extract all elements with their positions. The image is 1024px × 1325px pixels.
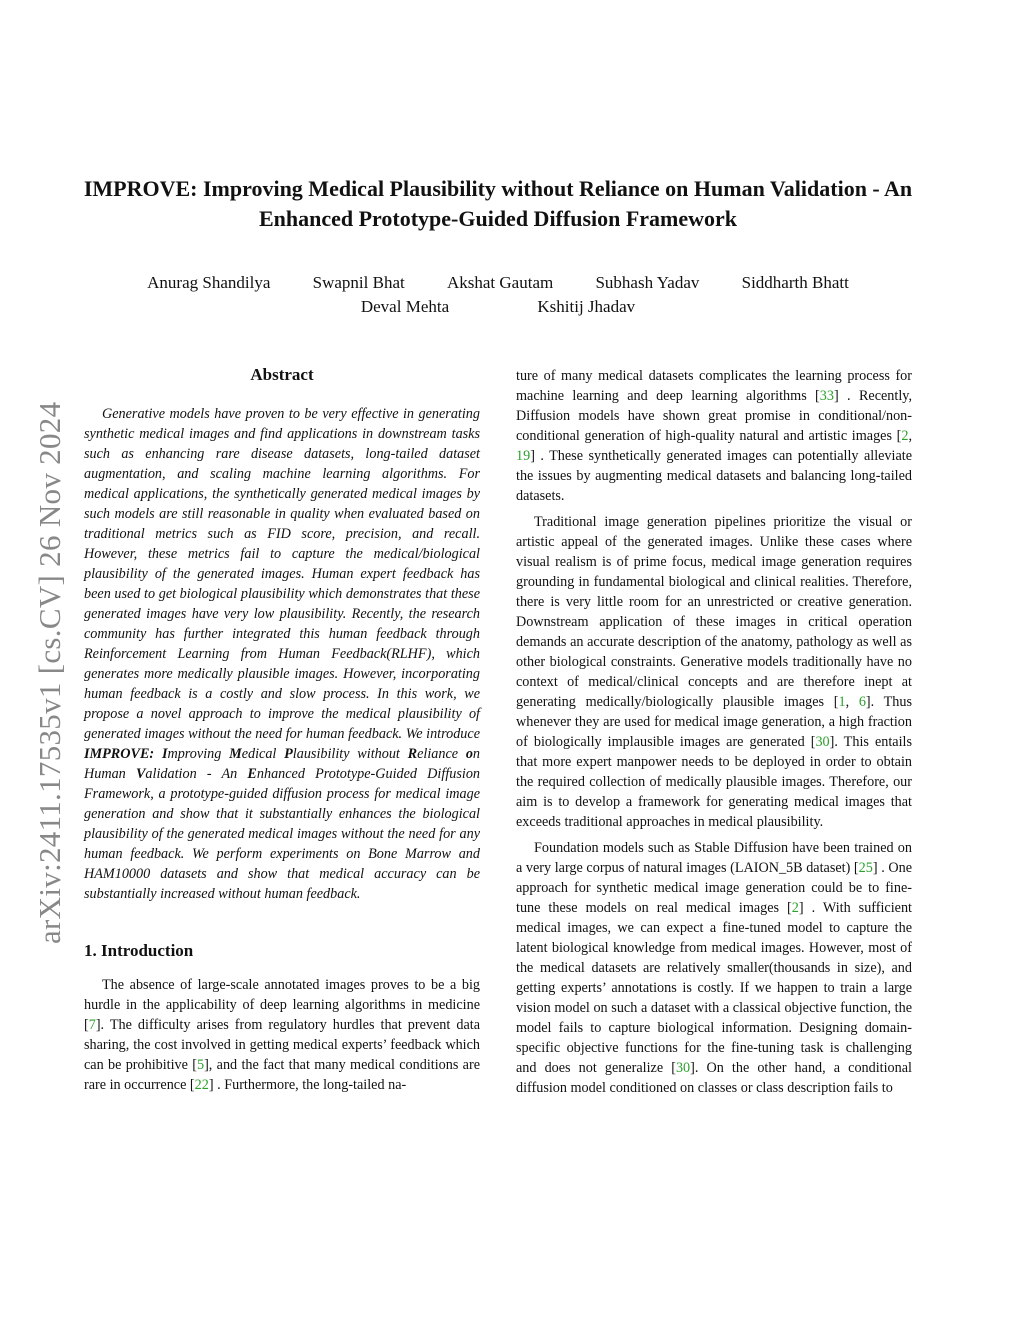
acronym-letter: I <box>161 746 168 762</box>
citation-link[interactable]: 22 <box>194 1077 209 1093</box>
citation-link[interactable]: 25 <box>858 860 873 876</box>
arxiv-stamp: arXiv:2411.17535v1 [cs.CV] 26 Nov 2024 <box>32 401 67 944</box>
citation-link[interactable]: 1 <box>838 694 846 710</box>
acronym-text: n Human <box>84 746 480 782</box>
right-paragraph-1: ture of many medical datasets complicates the learning process for machine learning and deep learning algorithms [33] . Recently, Diffusion models have shown great promise in conditional/non-conditional generation of high-quality natural and artistic images [2, 19] . These synthetically generated images can potentially alleviate the issues by augmenting medical datasets and balancing long-tailed datasets. <box>516 368 913 504</box>
paper-title: IMPROVE: Improving Medical Plausibility without Reliance on Human Validation - An Enhanced Prototype-Guided Diffusion Framework <box>83 176 913 231</box>
acronym-letter: E <box>247 766 257 782</box>
author-name: Swapnil Bhat <box>312 273 405 292</box>
citation-link[interactable]: 6 <box>858 694 866 710</box>
citation-link[interactable]: 2 <box>901 428 909 444</box>
acronym-letter: M <box>229 746 242 762</box>
author-name: Subhash Yadav <box>595 273 700 292</box>
citation-link[interactable]: 30 <box>815 734 830 750</box>
introduction-heading: 1. Introduction <box>84 941 194 960</box>
acronym-letter: o <box>465 746 473 762</box>
right-paragraph-3 <box>516 838 912 1098</box>
body-text: ]. On the other hand, a conditional diffusion model conditioned on classes or class description fails to <box>516 1060 912 1096</box>
body-text: ] . With sufficient medical images, we can expect a fine-tuned model to capture the latent biological knowledge from medical images. However, most of the medical datasets are relatively smaller(thousands in size), and getting experts’ annotations is costly. If we happen to train a large vision model on such a dataset with a classical objective function, the model fails to capture biological information. Designing domain-specific objective functions for the fine-tuning task is challenging and does not generalize [ <box>516 900 912 1076</box>
abstract-text-part-1: Generative models have proven to be very effective in generating synthetic medical images and find applications in downstream tasks such as enhancing rare disease datasets, long-tailed dataset augmentation, and scaling machine learning algorithms. For medical applications, the synthetically generated medical images by such models are still reasonable in quality when evaluated based on traditional metrics such as FID score, precision, and recall. However, these metrics fail to capture the medical/biological plausibility of the generated images. Human expert feedback has been used to get biological plausibility which demonstrates that these generated images have very low plausibility. Recently, the research community has further integrated this human feedback through Reinforcement Learning from Human Feedback(RLHF), which generates more medically plausible images. However, incorporating human feedback is a costly and slow process. In this work, we propose a novel approach to improve the medical plausibility of generated images without the need for human feedback. We introduce <box>84 406 480 742</box>
author-name: Deval Mehta <box>360 297 450 316</box>
author-name: Kshitij Jhadav <box>537 297 636 316</box>
acronym-text: nhanced Prototype-Guided Diffusion Framework <box>84 766 481 802</box>
intro-text: ], and the fact that many medical conditions are rare in occurrence [ <box>84 1057 480 1093</box>
author-name: Siddharth Bhatt <box>741 273 849 292</box>
author-name: Anurag Shandilya <box>147 273 271 292</box>
citation-link[interactable]: 33 <box>819 388 834 404</box>
citation-link[interactable]: 19 <box>516 448 531 464</box>
acronym-text: eliance <box>417 746 466 762</box>
body-text: ] . Recently, Diffusion models have shown great promise in conditional/non-conditional generation of high-quality natural and artistic images [ <box>516 388 913 444</box>
body-text: ]. Thus whenever they are used for medical image generation, a high fraction of biologically implausible images are generated [ <box>516 694 912 750</box>
acronym-text: alidation - An <box>145 766 248 782</box>
citation-link[interactable]: 7 <box>88 1017 96 1033</box>
acronym-text: lausibility without <box>292 746 408 762</box>
intro-paragraph-1 <box>84 975 480 1095</box>
body-text: ture of many medical datasets complicates the learning process for machine learning and deep learning algorithms [ <box>516 368 912 404</box>
acronym-letter: V <box>135 766 146 782</box>
body-text: ] . One approach for synthetic medical image generation could be to fine-tune these models on real medical images [ <box>516 860 912 916</box>
abstract-text <box>84 404 480 904</box>
citation-link[interactable]: 5 <box>196 1057 205 1073</box>
body-text: ] . These synthetically generated images can potentially alleviate the issues by augmenting medical datasets and balancing long-tailed datasets. <box>516 448 912 504</box>
author-name: Akshat Gautam <box>446 273 554 292</box>
acronym-letter: P <box>284 746 293 762</box>
author-line-1 <box>80 271 916 295</box>
intro-text: The absence of large-scale annotated images proves to be a big hurdle in the applicability of deep learning algorithms in medicine [ <box>84 977 480 1033</box>
abstract-heading: Abstract <box>250 365 314 384</box>
body-text: Foundation models such as Stable Diffusion have been trained on a very large corpus of natural images (LAION_5B dataset) [ <box>516 840 912 876</box>
right-column <box>516 366 912 1104</box>
intro-text: ]. The difficulty arises from regulatory hurdles that prevent data sharing, the cost involved in getting medical experts’ feedback which can be prohibitive [ <box>84 1017 480 1073</box>
body-text: ]. This entails that more expert manpower needs to be deployed in order to obtain the required collection of medically plausible images. Therefore, our aim is to develop a framework for generating medical images that exceeds traditional approaches in medical plausibility. <box>516 734 912 830</box>
abstract-text-part-2: , a prototype-guided diffusion process for medical image generation and show that it substantially enhances the biological plausibility of the generated medical images without the need for any human feedback. We perform experiments on Bone Marrow and HAM10000 datasets and show that medical accuracy can be substantially increased without human feedback. <box>84 786 480 902</box>
acronym-text: edical <box>241 746 285 762</box>
acronym-letter: R <box>407 746 418 762</box>
improve-bold: IMPROVE: <box>84 746 155 762</box>
left-column <box>84 363 480 1101</box>
right-paragraph-2: Traditional image generation pipelines prioritize the visual or artistic appeal of the generated images. Unlike these cases where visual realism is of prime focus, medical image generation requires grounding in fundamental biological and clinical realities. Therefore, there is very little room for an unrestricted or creative generation. Downstream application of these images in critical operation demands an accurate description of the anatomy, pathology as well as other biological constraints. Generative models traditionally have no context of medical/clinical concepts and are therefore inept at generating medically/biologically plausible images [1, 6]. Thus whenever they are used for medical image generation, a high fraction of biologically implausible images are generated [30]. This entails that more expert manpower needs to be deployed in order to obtain the required collection of medically plausible images. Therefore, our aim is to develop a framework for generating medical images that exceeds traditional approaches in medical plausibility. <box>516 514 912 830</box>
intro-text: ] . Furthermore, the long-tailed na- <box>208 1077 407 1093</box>
citation-link[interactable]: 2 <box>791 900 799 916</box>
body-text: Traditional image generation pipelines prioritize the visual or artistic appeal of the generated images. Unlike these cases where visual realism is of prime focus, medical image generation requires grounding in fundamental biological and clinical realities. Therefore, there is very little room for an unrestricted or creative generation. Downstream application of these images in critical operation demands an accurate description of the anatomy, pathology as well as other biological constraints. Generative models traditionally have no context of medical/clinical concepts and are therefore inept at generating medically/biologically plausible images [ <box>516 514 912 710</box>
author-list <box>80 271 916 319</box>
acronym-text: mproving <box>167 746 230 762</box>
author-line-2 <box>80 295 916 319</box>
citation-link[interactable]: 30 <box>675 1060 691 1076</box>
